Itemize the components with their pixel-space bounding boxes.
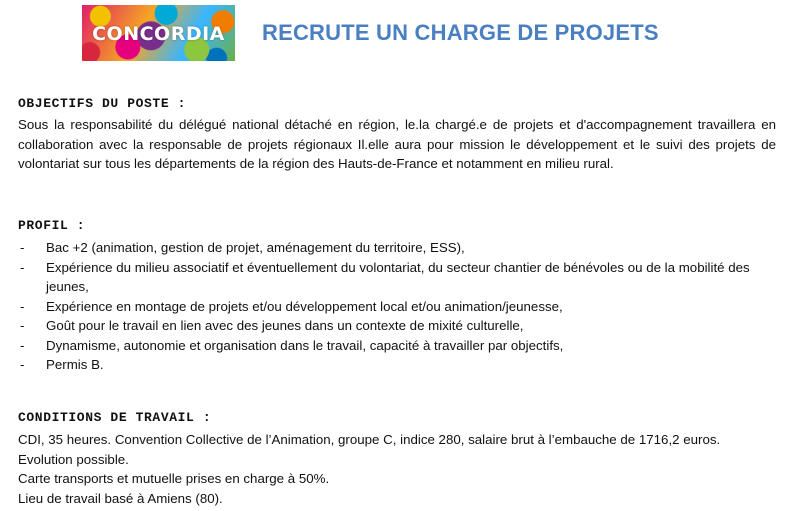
concordia-logo — [82, 5, 235, 61]
bullet-dash: - — [20, 259, 25, 275]
profil-list — [18, 238, 778, 375]
list-item — [18, 355, 778, 375]
list-item — [18, 336, 778, 356]
list-item-text: Bac +2 (animation, gestion de projet, aménagement du territoire, ESS), — [46, 240, 465, 255]
list-item-text: Permis B. — [46, 357, 104, 372]
profil-heading: PROFIL : — [18, 218, 86, 233]
objectifs-heading: OBJECTIFS DU POSTE : — [18, 96, 187, 111]
bullet-dash: - — [20, 318, 25, 333]
conditions-line: CDI, 35 heures. Convention Collective de l’Animation, groupe C, indice 280, salaire brut à l’embauche de 1716,2 euros. Evolution possible. — [18, 432, 721, 467]
list-item — [18, 316, 778, 336]
logo-text: CONCORDIA — [92, 23, 225, 45]
list-item — [18, 297, 778, 317]
conditions-line: Carte transports et mutuelle prises en charge à 50%. — [18, 471, 330, 486]
list-item — [18, 238, 778, 258]
bullet-dash: - — [20, 240, 25, 255]
list-item — [18, 258, 778, 297]
bullet-dash: - — [20, 337, 25, 353]
objectifs-text — [18, 115, 776, 174]
list-item-text: Expérience du milieu associatif et éventuellement du volontariat, du secteur chantier de bénévoles ou de la mobilité des jeunes, — [46, 259, 750, 294]
list-item-text: Dynamisme, autonomie et organisation dans le travail, capacité à travailler par objectifs, — [46, 337, 564, 353]
conditions-text — [18, 430, 776, 508]
conditions-heading: CONDITIONS DE TRAVAIL : — [18, 410, 212, 425]
objectifs-paragraph: Sous la responsabilité du délégué national détaché en région, le.la chargé.e de projets et d'accompagnement travaillera en collaboration avec la responsable de projets régionaux Il.elle aura pour mission le développement et le suivi des projets de volontariat sur tous les départements de la région des Hauts-de-France et notamment en milieu rural. — [18, 117, 776, 171]
conditions-line: Lieu de travail basé à Amiens (80). — [18, 490, 223, 506]
list-item-text: Goût pour le travail en lien avec des jeunes dans un contexte de mixité culturelle, — [46, 318, 524, 333]
bullet-dash: - — [20, 357, 25, 372]
list-item-text: Expérience en montage de projets et/ou développement local et/ou animation/jeunesse, — [46, 298, 563, 314]
page-title: RECRUTE UN CHARGE DE PROJETS — [262, 20, 659, 45]
bullet-dash: - — [20, 298, 25, 314]
